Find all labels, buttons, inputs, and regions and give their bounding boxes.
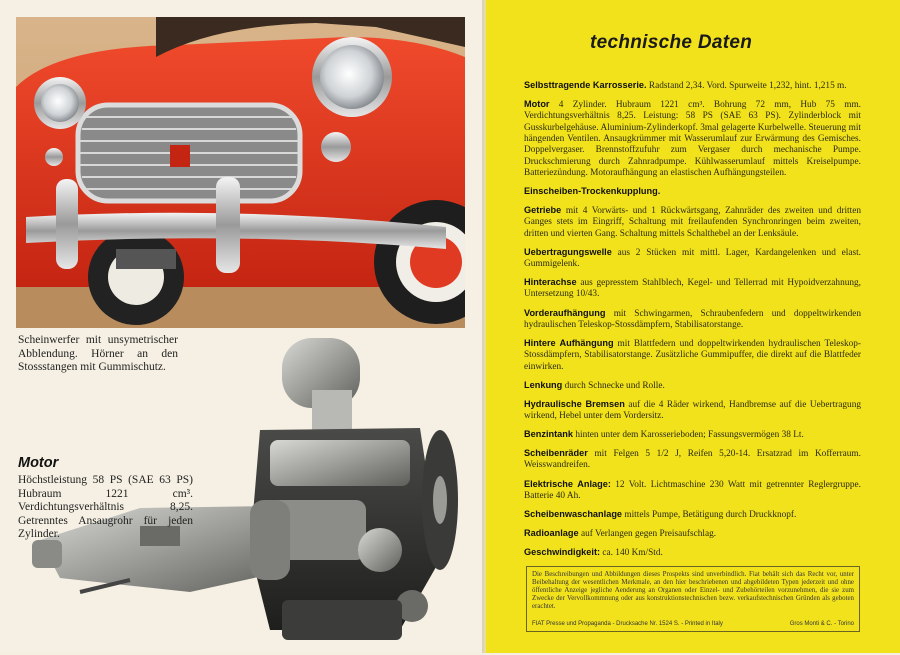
spec-text: mit 4 Vorwärts- und 1 Rückwärtsgang, Zahnräder des zweiten und dritten Ganges stets im Eingriff, Schaltung mit freilaufenden Synchronringen beim zweiten, dritten und vierten Gang. Schaltung mittels Schalthebel an der Lenksäule.	[524, 206, 861, 239]
spec-item	[524, 338, 861, 373]
spec-item	[524, 547, 861, 559]
spec-list	[524, 80, 861, 566]
spec-item	[524, 99, 861, 179]
spec-label: Hintere Aufhängung	[524, 337, 614, 348]
spec-item	[524, 380, 861, 392]
spec-label: Hinterachse	[524, 277, 577, 288]
page-fold	[482, 0, 486, 653]
spec-text: mit Felgen 5 1/2 J, Reifen 5,20-14. Ersatzrad im Kofferraum. Weisswandreifen.	[524, 449, 861, 471]
spec-item	[524, 247, 861, 271]
spec-text: aus gepresstem Stahlblech, Kegel- und Tellerrad mit Hypoidverzahnung, Untersetzung 10/43.	[524, 278, 861, 300]
spec-text: hinten unter dem Karosserieboden; Fassungsvermögen 38 Lt.	[573, 430, 804, 441]
spec-label: Hydraulische Bremsen	[524, 398, 625, 409]
car-front-photo	[16, 17, 465, 328]
print-footer	[532, 621, 854, 627]
spec-label: Elektrische Anlage:	[524, 478, 611, 489]
printer-name: Gros Monti & C. - Torino	[789, 621, 854, 627]
spec-text: aus 2 Stücken mit mittl. Lager, Kardangelenken und elast. Gummigelenk.	[524, 247, 861, 270]
spec-label: Lenkung	[524, 379, 563, 390]
spec-item	[524, 429, 861, 441]
spec-label: Uebertragungswelle	[524, 246, 612, 257]
spec-item	[524, 399, 861, 423]
spec-item	[524, 509, 861, 521]
spec-text: auf die 4 Räder wirkend, Handbremse auf die Uebertragung wirkend, Hebel unter dem Vordersitz.	[524, 399, 861, 421]
spec-text: Radstand 2,34. Vord. Spurweite 1,232, hint. 1,215 m.	[646, 81, 847, 91]
motor-description: Höchstleistung 58 PS (SAE 63 PS) Hubraum 1221 cm³. Verdichtungsverhältnis 8,25. Getrenntes Ansaugrohr für jeden Zylinder.	[18, 474, 193, 540]
disclaimer-text: Die Beschreibungen und Abbildungen dieses Prospekts sind unverbindlich. Fiat behält sich das Recht vor, unter Beibehaltung der wesentlichen Merkmale, an den hier beschriebenen und abgebildeten Typen jederzeit und ohne öffentliche Anzeige jegliche Aenderung an Organen oder Einzel- und Zubehörteilen vorzunehmen, die sie zum Zwecke der Vervollkommnung oder aus konstruktionstechnischen bezw. verkaufstechnischen Gründen als geboten erachtet.	[532, 571, 854, 611]
spec-label: Einscheiben-Trockenkupplung.	[524, 185, 661, 196]
spec-label: Getriebe	[524, 205, 562, 216]
spec-item	[524, 186, 861, 198]
spec-text: 12 Volt. Lichtmaschine 230 Watt mit getrennter Reglergruppe. Batterie 40 Ah.	[524, 479, 861, 501]
spec-label: Scheibenräder	[524, 448, 588, 459]
spec-label: Radioanlage	[524, 528, 579, 539]
spec-label: Vorderaufhängung	[524, 307, 606, 318]
spec-text: mit Blattfedern und doppeltwirkenden hydraulischen Teleskop-Stossdämpfern, Stabilisatorstange. Zusätzliche Gummipuffer, die direkt auf die Blattfeder einwirken.	[524, 338, 861, 372]
print-info: FIAT Presse und Propaganda - Drucksache Nr. 1524 S. - Printed in Italy	[532, 621, 723, 627]
spec-label: Geschwindigkeit:	[524, 547, 601, 558]
spec-label: Motor	[524, 99, 550, 110]
spec-item	[524, 277, 861, 301]
spec-label: Selbsttragende Karrosserie.	[524, 80, 647, 90]
page-title: technische Daten	[590, 32, 753, 53]
disclaimer-box	[526, 566, 860, 632]
spec-item	[524, 205, 861, 240]
spec-label: Scheibenwaschanlage	[524, 508, 623, 519]
spec-item	[524, 479, 861, 503]
spec-text: auf Verlangen gegen Preisaufschlag.	[578, 529, 717, 540]
spec-item	[524, 448, 861, 472]
spec-item	[524, 80, 861, 92]
spec-text: durch Schnecke und Rolle.	[562, 380, 665, 391]
spec-text: mit Schwingarmen, Schraubenfedern und doppeltwirkenden hydraulischen Teleskop-Stossdämpfern, Stabilisatorstange.	[524, 308, 861, 330]
spec-text: mittels Pumpe, Betätigung durch Druckknopf.	[622, 509, 797, 520]
spec-item	[524, 528, 861, 540]
car-front-illustration	[16, 17, 465, 328]
spec-label: Benzintank	[524, 429, 574, 440]
motor-heading: Motor	[18, 455, 59, 471]
spec-item	[524, 308, 861, 332]
spec-text: ca. 140 Km/Std.	[600, 548, 663, 559]
photo-caption: Scheinwerfer mit unsymetrischer Abblendung. Hörner an den Stossstangen mit Gummischutz.	[18, 334, 178, 373]
spec-text: 4 Zylinder. Hubraum 1221 cm³. Bohrung 72 mm, Hub 75 mm. Verdichtungsverhältnis 8,25. Leistung: 58 PS (SAE 63 PS). Zylinderblock mit Gusskurbelgehäuse. Aluminium-Zylinderkopf. 3mal gelagerte Kurbelwelle. Steuerung mit hängenden Ventilen. Ansaugkrümmer mit Wasserumlauf zur Erwärmung des Gemisches. Doppelvergaser. Brennstoffzufuhr zum Vergaser durch mechanische Pumpe. Druckschmierung durch Zahnradpumpe. Kühlwasserumlauf mittels Kreiselpumpe. Batteriezündung. Motoraufhängung an elastischen Aufhängungsteilen.	[524, 100, 861, 178]
